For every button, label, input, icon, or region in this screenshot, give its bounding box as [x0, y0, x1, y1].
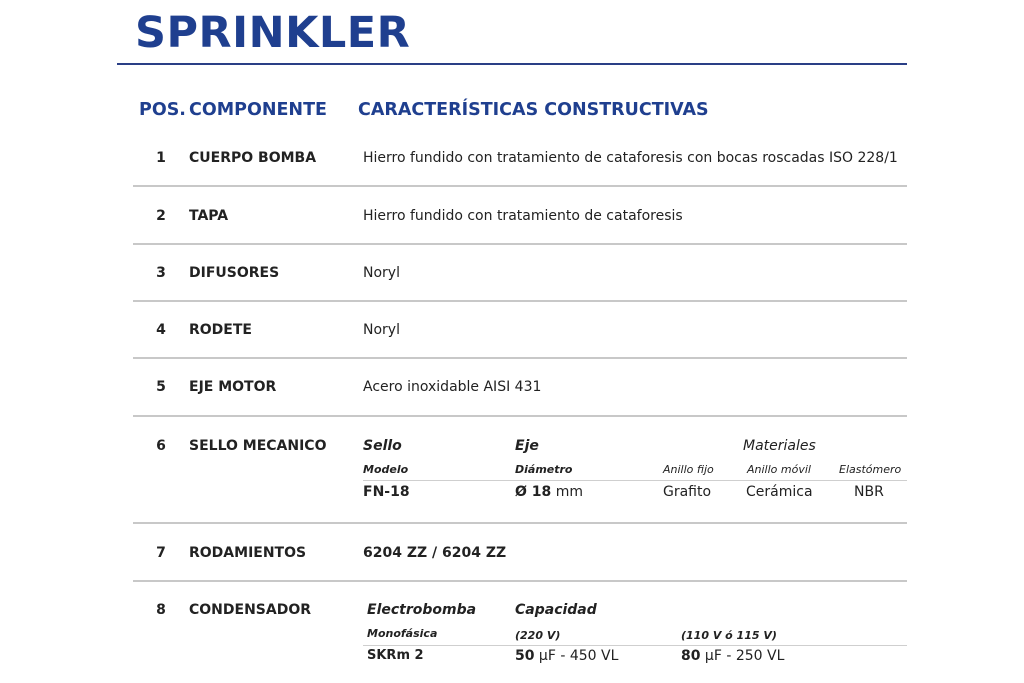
row-pos: 5 — [156, 379, 166, 395]
anillo-fijo-label: Anillo fijo — [663, 463, 714, 476]
row-pos: 6 — [156, 438, 166, 454]
row-pos: 2 — [156, 208, 166, 224]
diametro-label: Diámetro — [515, 463, 573, 476]
row-component: RODETE — [189, 322, 252, 338]
v110-value: 80 μF - 250 VL — [681, 648, 785, 664]
v220-label: (220 V) — [515, 629, 561, 642]
sello-label: Sello — [363, 438, 402, 454]
row-component: CONDENSADOR — [189, 602, 312, 618]
anillo-movil-value: Cerámica — [746, 484, 813, 500]
page-title: SPRINKLER — [135, 8, 411, 58]
row-divider — [133, 415, 907, 417]
title-divider — [117, 63, 907, 65]
row-description: Hierro fundido con tratamiento de cataforesis — [363, 208, 683, 224]
electrobomba-label: Electrobomba — [367, 602, 477, 618]
row-divider — [133, 185, 907, 187]
anillo-fijo-value: Grafito — [663, 484, 712, 500]
row-description: Acero inoxidable AISI 431 — [363, 379, 542, 395]
row-description: 6204 ZZ / 6204 ZZ — [363, 545, 507, 561]
header-caracteristicas: CARACTERÍSTICAS CONSTRUCTIVAS — [358, 100, 709, 120]
row-component: RODAMIENTOS — [189, 545, 307, 561]
elastomero-value: NBR — [854, 484, 884, 500]
row-description: Hierro fundido con tratamiento de cataforesis con bocas roscadas ISO 228/1 — [363, 150, 898, 166]
header-pos: POS. — [139, 100, 186, 120]
eje-label: Eje — [515, 438, 539, 454]
subtable-divider — [363, 480, 907, 481]
row-description: Noryl — [363, 265, 400, 281]
materiales-label: Materiales — [743, 438, 816, 454]
v220-value: 50 μF - 450 VL — [515, 648, 619, 664]
anillo-movil-label: Anillo móvil — [747, 463, 811, 476]
row-divider — [133, 580, 907, 582]
row-pos: 7 — [156, 545, 166, 561]
row-pos: 8 — [156, 602, 166, 618]
condensador-model: SKRm 2 — [367, 648, 424, 663]
row-component: DIFUSORES — [189, 265, 280, 281]
monofasica-label: Monofásica — [367, 627, 438, 640]
row-divider — [133, 522, 907, 524]
row-description: Noryl — [363, 322, 400, 338]
modelo-value: FN-18 — [363, 484, 410, 500]
v110-label: (110 V ó 115 V) — [681, 629, 777, 642]
row-pos: 1 — [156, 150, 166, 166]
row-divider — [133, 300, 907, 302]
modelo-label: Modelo — [363, 463, 409, 476]
row-divider — [133, 357, 907, 359]
subtable-divider — [363, 645, 907, 646]
elastomero-label: Elastómero — [839, 463, 902, 476]
capacidad-label: Capacidad — [515, 602, 597, 618]
row-component: CUERPO BOMBA — [189, 150, 317, 166]
row-component: SELLO MECANICO — [189, 438, 327, 454]
row-component: TAPA — [189, 208, 229, 224]
row-component: EJE MOTOR — [189, 379, 277, 395]
row-pos: 3 — [156, 265, 166, 281]
header-componente: COMPONENTE — [189, 100, 327, 120]
row-divider — [133, 243, 907, 245]
diametro-value: Ø 18 mm — [515, 484, 583, 500]
row-pos: 4 — [156, 322, 166, 338]
